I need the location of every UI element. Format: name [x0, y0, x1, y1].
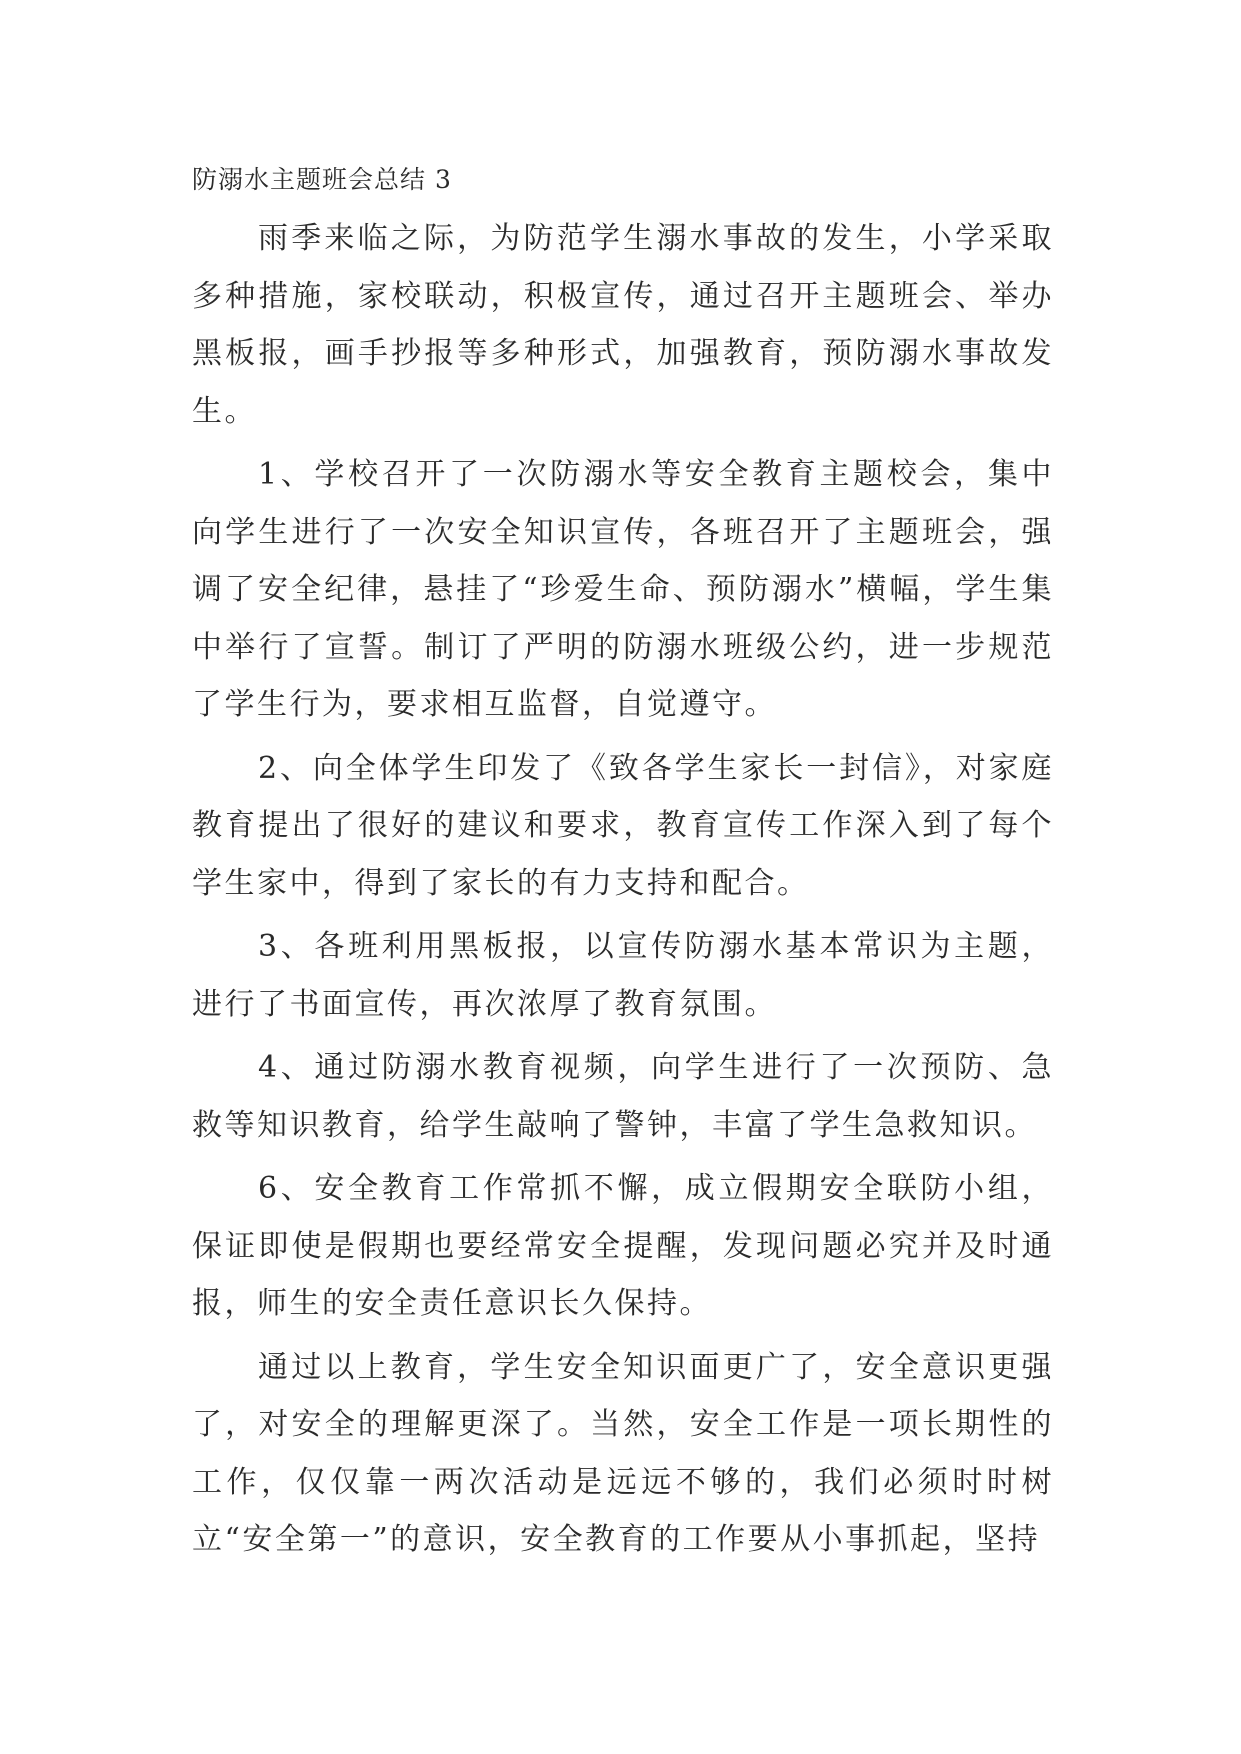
- paragraph-item-2: 2、向全体学生印发了《致各学生家长一封信》，对家庭教育提出了很好的建议和要求，教育宣传工作深入到了每个学生家中，得到了家长的有力支持和配合。: [192, 750, 1054, 901]
- document-body: [192, 160, 1054, 1575]
- paragraph-item-3: 3、各班利用黑板报，以宣传防溺水基本常识为主题，进行了书面宣传，再次浓厚了教育氛围。: [192, 929, 1054, 1022]
- paragraph-item-6: 6、安全教育工作常抓不懈，成立假期安全联防小组，保证即使是假期也要经常安全提醒，发现问题必究并及时通报，师生的安全责任意识长久保持。: [192, 1171, 1054, 1321]
- paragraph-conclusion: 通过以上教育，学生安全知识面更广了，安全意识更强了，对安全的理解更深了。当然，安全工作是一项长期性的工作，仅仅靠一两次活动是远远不够的，我们必须时时树立“安全第一”的意识，安全教育的工作要从小事抓起，坚持: [192, 1349, 1054, 1557]
- paragraph-item-4: 4、通过防溺水教育视频，向学生进行了一次预防、急救等知识教育，给学生敲响了警钟，丰富了学生急救知识。: [192, 1050, 1054, 1143]
- document-title: 防溺水主题班会总结 3: [192, 165, 452, 194]
- paragraph-item-1: 1、学校召开了一次防溺水等安全教育主题校会，集中向学生进行了一次安全知识宣传，各班召开了主题班会，强调了安全纪律，悬挂了“珍爱生命、预防溺水”横幅，学生集中举行了宣誓。制订了严明的防溺水班级公约，进一步规范了学生行为，要求相互监督，自觉遵守。: [192, 457, 1054, 722]
- paragraph-intro: 雨季来临之际，为防范学生溺水事故的发生，小学采取多种措施，家校联动，积极宣传，通过召开主题班会、举办黑板报，画手抄报等多种形式，加强教育，预防溺水事故发生。: [192, 221, 1054, 429]
